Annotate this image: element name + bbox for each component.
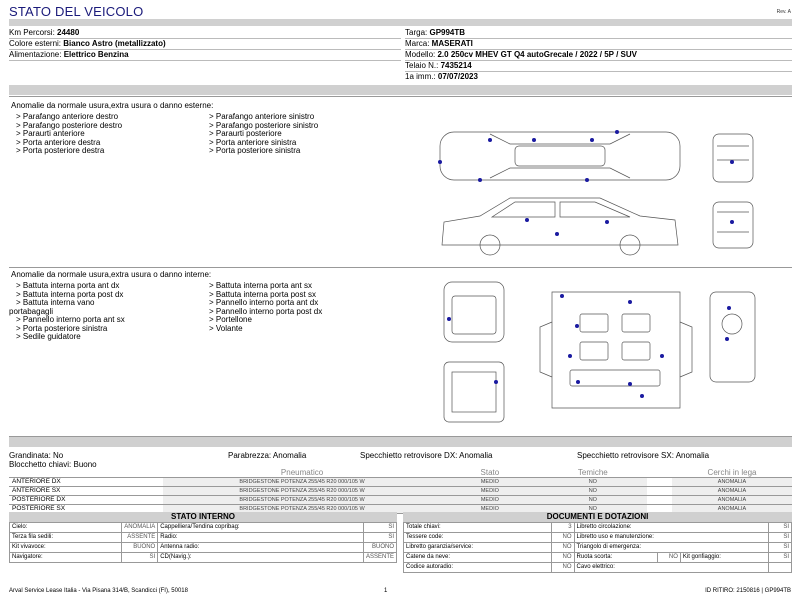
damage-marker-icon (575, 324, 579, 328)
interior-status-panel (9, 512, 397, 563)
list-item: > Parafango posteriore sinistro (209, 120, 319, 130)
documents-title: DOCUMENTI E DOTAZIONI (403, 512, 792, 522)
list-item: > Battuta interna porta post sx (209, 289, 316, 299)
tires-header (9, 469, 792, 478)
interior-status-title: STATO INTERNO (9, 512, 397, 522)
damage-marker-icon (438, 160, 442, 164)
list-item: > Sedile guidatore (16, 332, 81, 341)
list-item: > Battuta interna vano (16, 298, 95, 307)
table-row: POSTERIORE SX BRIDGESTONE POTENZA 255/45 R20 000/105 W MEDIO NO ANOMALIA (9, 505, 792, 514)
km-field: Km Percorsi: 24480 (9, 27, 401, 39)
damage-marker-icon (478, 178, 482, 182)
damage-marker-icon (447, 317, 451, 321)
car-outline-icon (430, 120, 760, 260)
damage-marker-icon (605, 220, 609, 224)
damage-marker-icon (576, 380, 580, 384)
damage-marker-icon (615, 130, 619, 134)
col-header: Cerchi in lega (672, 469, 792, 478)
table-row: Libretto garanzia/service: NO Triangolo di emergenza: SI (404, 543, 792, 553)
table-row: ANTERIORE SX BRIDGESTONE POTENZA 255/45 R20 000/105 W MEDIO NO ANOMALIA (9, 487, 792, 496)
interior-list-1 (9, 281, 125, 342)
page-title: STATO DEL VEICOLO (9, 4, 144, 19)
list-item: > Porta anteriore sinistra (209, 137, 297, 147)
mirror-sx-status: Specchietto retrovisore SX: Anomalia (577, 451, 710, 460)
table-row: Kit vivavoce: BUONO Antenna radio: BUONO (10, 543, 397, 553)
list-item: > Portellone (209, 315, 252, 324)
damage-marker-icon (628, 300, 632, 304)
documents-panel (403, 512, 792, 573)
damage-marker-icon (727, 306, 731, 310)
tires-table (9, 469, 792, 514)
brand-field: Marca: MASERATI (405, 38, 792, 50)
list-item: > Parafango anteriore sinistro (209, 112, 315, 121)
header-band (9, 19, 792, 26)
mirror-dx-status: Specchietto retrovisore DX: Anomalia (360, 451, 493, 460)
section-band (9, 85, 792, 95)
exterior-car-diagram (430, 120, 760, 260)
model-field: Modello: 2.0 250cv MHEV GT Q4 autoGrecale / 2022 / 5P / SUV (405, 49, 792, 61)
list-item: > Paraurti anteriore (16, 129, 85, 138)
table-row: Totale chiavi: 3 Libretto circolazione: SI (404, 523, 792, 533)
revision-label: Rev. A (776, 9, 791, 15)
exterior-list-2 (209, 113, 318, 156)
table-row: Navigatore: SI CD(Navig.): ASSENTE (10, 553, 397, 563)
hail-status: Grandinata: No (9, 451, 64, 460)
chassis-field: Telaio N.: 7435214 (405, 60, 792, 72)
table-row: Catene da neve: NO Ruota scorta: NO Kit gonfiaggio: SI (404, 553, 792, 563)
interior-status-table (9, 522, 397, 563)
list-item: > Pannello interno porta ant dx (209, 298, 319, 307)
table-row: Tessere code: NO Libretto uso e manutenzione: SI (404, 533, 792, 543)
interior-heading: Anomalie da normale usura,extra usura o danno interne: (11, 270, 212, 279)
interior-list-2 (209, 282, 322, 333)
footer-id: ID RITIRO: 2150816 | GP994TB (705, 588, 791, 594)
damage-marker-icon (568, 354, 572, 358)
damage-marker-icon (660, 354, 664, 358)
damage-marker-icon (730, 160, 734, 164)
list-item: portabagagli (9, 306, 54, 316)
list-item: > Battuta interna porta post dx (16, 289, 124, 299)
damage-marker-icon (532, 138, 536, 142)
damage-marker-icon (725, 337, 729, 341)
plate-field: Targa: GP994TB (405, 27, 792, 39)
damage-marker-icon (585, 178, 589, 182)
col-header: Pneumatico (163, 469, 441, 478)
list-item: > Battuta interna porta ant sx (209, 281, 312, 290)
interior-outline-icon (440, 272, 760, 434)
table-row: ANTERIORE DX BRIDGESTONE POTENZA 255/45 R20 000/105 W MEDIO NO ANOMALIA (9, 478, 792, 487)
footer-page: 1 (384, 588, 388, 594)
table-row: Cielo: ANOMALIA Cappelliera/Tendina copribag: SI (10, 523, 397, 533)
damage-marker-icon (555, 232, 559, 236)
windshield-status: Parabrezza: Anomalia (228, 451, 307, 460)
table-row: Terza fila sedili: ASSENTE Radio: SI (10, 533, 397, 543)
registration-field: 1a imm.: 07/07/2023 (405, 72, 478, 81)
damage-marker-icon (488, 138, 492, 142)
interior-car-diagram (440, 272, 760, 434)
list-item: > Porta posteriore destra (16, 146, 105, 155)
footer-address: Arval Service Lease Italia - Via Pisana 314/B, Scandicci (FI), 50018 (9, 588, 188, 594)
table-row: POSTERIORE DX BRIDGESTONE POTENZA 255/45 R20 000/105 W MEDIO NO ANOMALIA (9, 496, 792, 505)
table-row: Codice autoradio: NO Cavo elettrico: (404, 563, 792, 573)
col-header: Temiche (539, 469, 648, 478)
col-header: Stato (441, 469, 538, 478)
damage-marker-icon (730, 220, 734, 224)
fuel-field: Alimentazione: Elettrico Benzina (9, 49, 401, 61)
list-item: > Parafango posteriore destro (16, 120, 123, 130)
color-field: Colore esterni: Bianco Astro (metallizzato) (9, 38, 401, 50)
section-band (9, 437, 792, 447)
list-item: > Volante (209, 323, 243, 333)
documents-table (403, 522, 792, 573)
damage-marker-icon (560, 294, 564, 298)
damage-marker-icon (494, 380, 498, 384)
list-item: > Parafango anteriore destro (16, 112, 119, 121)
list-item: > Porta anteriore destra (16, 137, 101, 147)
key-block-status: Blocchetto chiavi: Buono (9, 460, 97, 469)
damage-marker-icon (525, 218, 529, 222)
list-item: > Porta posteriore sinistra (16, 323, 108, 333)
list-item: > Battuta interna porta ant dx (16, 281, 120, 290)
damage-marker-icon (590, 138, 594, 142)
exterior-heading: Anomalie da normale usura,extra usura o danno esterne: (11, 101, 214, 110)
list-item: > Pannello interno porta post dx (209, 306, 323, 316)
damage-marker-icon (628, 382, 632, 386)
list-item: > Porta posteriore sinistra (209, 146, 301, 155)
damage-marker-icon (640, 394, 644, 398)
exterior-list-1 (16, 113, 122, 156)
list-item: > Pannello interno porta ant sx (16, 315, 125, 324)
list-item: > Paraurti posteriore (209, 129, 282, 138)
